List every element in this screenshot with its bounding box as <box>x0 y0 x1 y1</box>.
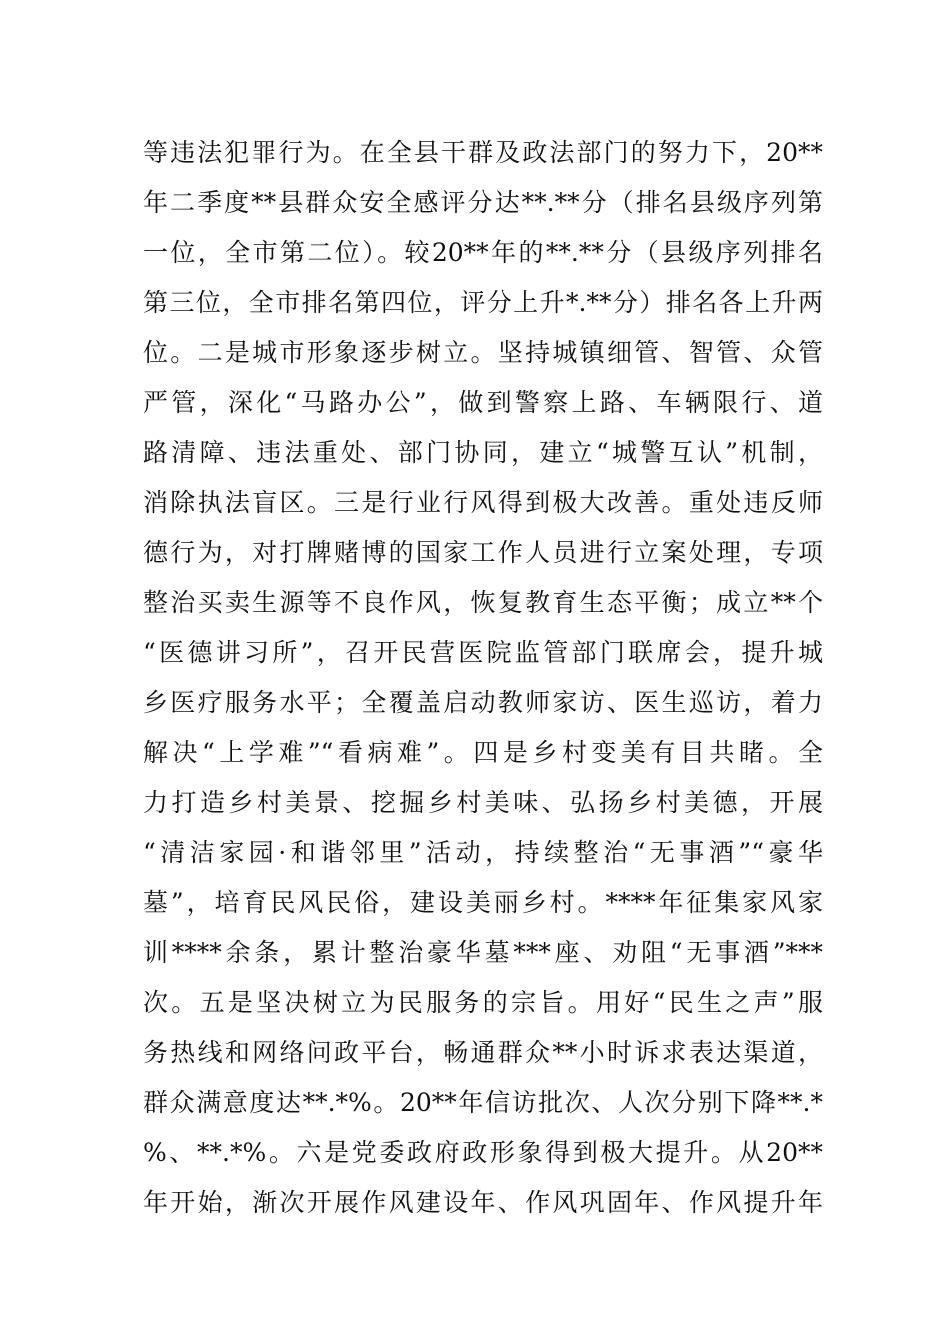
body-text <box>143 128 823 1228</box>
text-line: 务热线和网络问政平台，畅通群众**小时诉求表达渠道， <box>143 1038 823 1067</box>
text-line: 群众满意度达**.*%。20**年信访批次、人次分别下降**.* <box>143 1088 823 1117</box>
text-line: 一位，全市第二位）。较20**年的**.**分（县级序列排名 <box>143 238 823 267</box>
text-line: 第三位，全市排名第四位，评分上升*.**分）排名各上升两 <box>143 288 823 317</box>
text-line: “清洁家园·和谐邻里”活动，持续整治“无事酒”“豪华 <box>143 838 823 867</box>
text-line: 路清障、违法重处、部门协同，建立“城警互认”机制， <box>143 438 823 467</box>
text-line: 乡医疗服务水平；全覆盖启动教师家访、医生巡访，着力 <box>143 688 823 717</box>
text-line: 训****余条，累计整治豪华墓***座、劝阻“无事酒”*** <box>143 938 823 967</box>
text-line: 年开始，渐次开展作风建设年、作风巩固年、作风提升年 <box>143 1188 823 1217</box>
text-line: 等违法犯罪行为。在全县干群及政法部门的努力下，20** <box>143 138 823 167</box>
text-line: 消除执法盲区。三是行业行风得到极大改善。重处违反师 <box>143 488 823 517</box>
text-line: 严管，深化“马路办公”，做到警察上路、车辆限行、道 <box>143 388 823 417</box>
text-line: 整治买卖生源等不良作风，恢复教育生态平衡；成立**个 <box>143 588 823 617</box>
text-line: 解决“上学难”“看病难”。四是乡村变美有目共睹。全 <box>143 738 823 767</box>
text-line: 年二季度**县群众安全感评分达**.**分（排名县级序列第 <box>143 188 823 217</box>
text-line: 力打造乡村美景、挖掘乡村美味、弘扬乡村美德，开展 <box>143 788 823 817</box>
text-line: 次。五是坚决树立为民服务的宗旨。用好“民生之声”服 <box>143 988 823 1017</box>
text-line: 德行为，对打牌赌博的国家工作人员进行立案处理，专项 <box>143 538 823 567</box>
text-line: 墓”，培育民风民俗，建设美丽乡村。****年征集家风家 <box>143 888 823 917</box>
text-line: “医德讲习所”，召开民营医院监管部门联席会，提升城 <box>143 638 823 667</box>
text-line: 位。二是城市形象逐步树立。坚持城镇细管、智管、众管 <box>143 338 823 367</box>
text-line: %、**.*%。六是党委政府政形象得到极大提升。从20** <box>143 1138 823 1167</box>
